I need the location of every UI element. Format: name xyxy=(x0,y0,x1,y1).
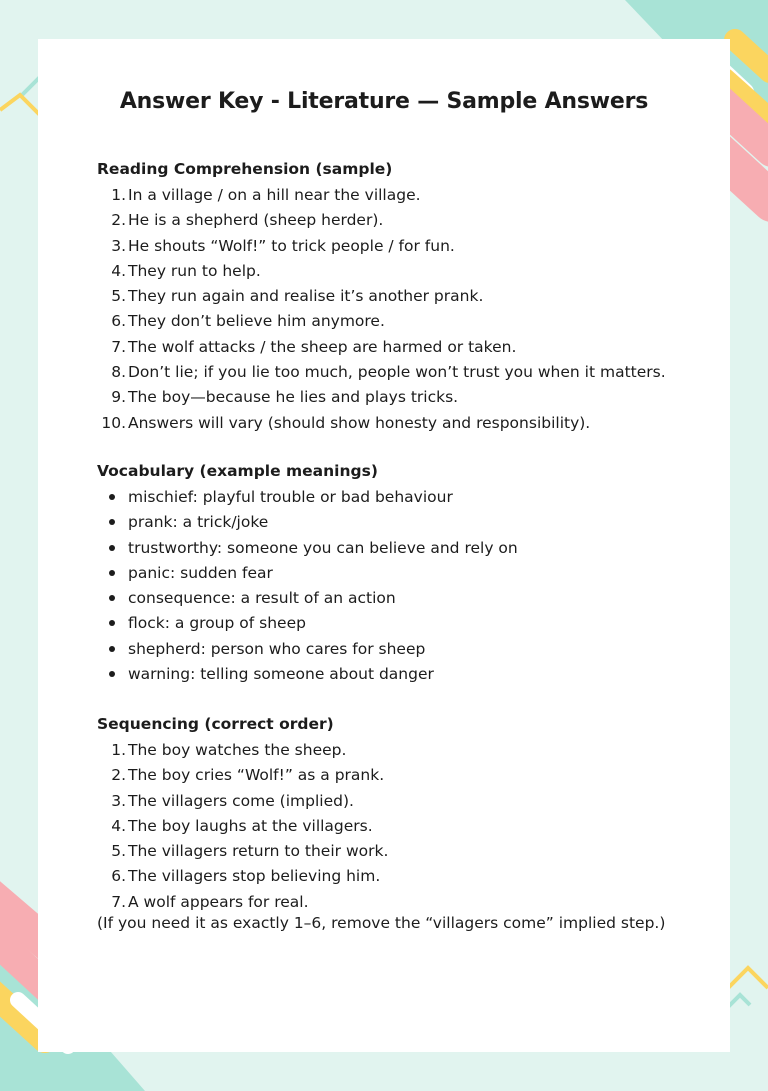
vocabulary-item xyxy=(97,637,518,662)
reading-answer-item-number: 8. xyxy=(111,363,126,382)
bullet-icon xyxy=(109,570,115,576)
sequence-step-item-number: 5. xyxy=(111,842,126,861)
reading-answer-item-text: Don’t lie; if you lie too much, people won’t trust you when it matters. xyxy=(128,363,666,382)
answer-key-document xyxy=(38,39,730,1052)
bullet-icon xyxy=(109,595,115,601)
reading-answer-item-number: 2. xyxy=(111,211,126,230)
reading-answer-item-number: 3. xyxy=(111,236,126,255)
vocabulary-item xyxy=(97,561,518,586)
reading-answer-item xyxy=(97,411,666,436)
sequence-step-item-text: The boy cries “Wolf!” as a prank. xyxy=(128,766,385,785)
bullet-icon xyxy=(109,646,115,652)
reading-answer-item xyxy=(97,335,666,360)
sequence-step-item-text: A wolf appears for real. xyxy=(128,892,309,911)
reading-answer-item-number: 1. xyxy=(111,186,126,204)
vocabulary-item-text: warning: telling someone about danger xyxy=(128,665,434,684)
reading-answer-item xyxy=(97,183,666,208)
reading-answer-item xyxy=(97,385,666,410)
sequence-step-item xyxy=(97,890,388,915)
vocabulary-item xyxy=(97,611,518,636)
reading-answer-item-text: They don’t believe him anymore. xyxy=(128,312,385,331)
reading-answer-item-number: 7. xyxy=(111,337,126,356)
sequence-step-item-text: The boy laughs at the villagers. xyxy=(128,816,373,835)
vocabulary-item-text: trustworthy: someone you can believe and rely on xyxy=(128,538,518,557)
sequence-step-item-number: 3. xyxy=(111,791,126,810)
reading-answer-item-text: They run again and realise it’s another prank. xyxy=(128,287,484,306)
bullet-icon xyxy=(109,620,115,626)
bullet-icon xyxy=(109,494,115,500)
sequencing-note: (If you need it as exactly 1–6, remove the “villagers come” implied step.) xyxy=(97,914,666,932)
reading-answer-item-text: He is a shepherd (sheep herder). xyxy=(128,211,384,230)
vocabulary-item-text: flock: a group of sheep xyxy=(128,614,306,633)
reading-answer-item-text: He shouts “Wolf!” to trick people / for fun. xyxy=(128,236,455,255)
reading-answer-item xyxy=(97,309,666,334)
vocabulary-list xyxy=(97,485,518,687)
reading-answer-item-text: In a village / on a hill near the village. xyxy=(128,186,421,204)
vocabulary-item-text: consequence: a result of an action xyxy=(128,589,396,608)
page-title: Answer Key - Literature — Sample Answers xyxy=(119,89,649,114)
sequence-step-item-text: The villagers return to their work. xyxy=(128,842,389,861)
sequence-step-item xyxy=(97,789,388,814)
sequence-step-item xyxy=(97,738,388,763)
reading-answer-item-number: 5. xyxy=(111,287,126,306)
reading-answer-item xyxy=(97,208,666,233)
sequencing-list xyxy=(97,738,388,915)
sequence-step-item-number: 2. xyxy=(111,766,126,785)
sequencing-heading: Sequencing (correct order) xyxy=(97,715,334,733)
bullet-icon xyxy=(109,519,115,525)
bullet-icon xyxy=(109,671,115,677)
sequence-step-item-text: The villagers stop believing him. xyxy=(128,867,381,886)
vocabulary-item xyxy=(97,536,518,561)
sequence-step-item xyxy=(97,763,388,788)
vocabulary-heading: Vocabulary (example meanings) xyxy=(97,462,378,480)
sequence-step-item xyxy=(97,864,388,889)
reading-answer-item-text: The wolf attacks / the sheep are harmed or taken. xyxy=(128,337,517,356)
reading-answer-item-text: Answers will vary (should show honesty and responsibility). xyxy=(128,413,591,432)
reading-answer-item xyxy=(97,234,666,259)
reading-answer-item-text: The boy—because he lies and plays tricks. xyxy=(128,388,459,407)
reading-answers-list xyxy=(97,183,666,436)
sequence-step-item-number: 1. xyxy=(111,741,126,759)
vocabulary-item-text: prank: a trick/joke xyxy=(128,513,269,532)
vocabulary-item xyxy=(97,485,518,510)
sequence-step-item-number: 7. xyxy=(111,892,126,911)
vocabulary-item-text: mischief: playful trouble or bad behaviour xyxy=(128,488,453,506)
reading-answer-item-number: 6. xyxy=(111,312,126,331)
reading-answer-item-number: 10. xyxy=(101,413,126,432)
vocabulary-item xyxy=(97,510,518,535)
sequence-step-item-number: 4. xyxy=(111,816,126,835)
vocabulary-item-text: panic: sudden fear xyxy=(128,563,273,582)
vocabulary-item xyxy=(97,662,518,687)
reading-answer-item xyxy=(97,284,666,309)
sequence-step-item-text: The villagers come (implied). xyxy=(128,791,354,810)
vocabulary-item xyxy=(97,586,518,611)
sequence-step-item xyxy=(97,839,388,864)
reading-answer-item xyxy=(97,259,666,284)
sequence-step-item-text: The boy watches the sheep. xyxy=(128,741,347,759)
bullet-icon xyxy=(109,545,115,551)
sequence-step-item-number: 6. xyxy=(111,867,126,886)
reading-answer-item-number: 9. xyxy=(111,388,126,407)
reading-answer-item-text: They run to help. xyxy=(128,261,261,280)
reading-answer-item-number: 4. xyxy=(111,261,126,280)
vocabulary-item-text: shepherd: person who cares for sheep xyxy=(128,639,426,658)
sequence-step-item xyxy=(97,814,388,839)
reading-comprehension-heading: Reading Comprehension (sample) xyxy=(97,160,393,178)
reading-answer-item xyxy=(97,360,666,385)
